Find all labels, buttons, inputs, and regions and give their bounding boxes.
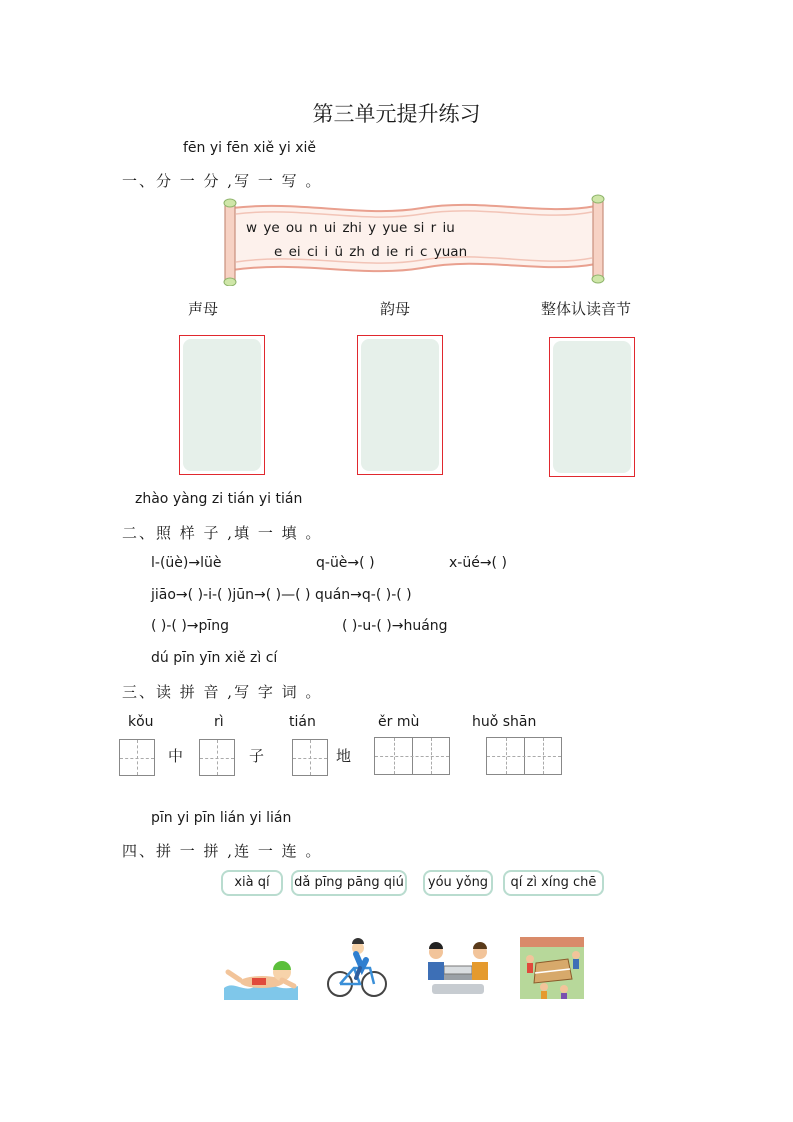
pill-youyong[interactable]: yóu yǒng xyxy=(423,870,493,896)
scroll-banner xyxy=(222,194,606,286)
scroll-row-1: w ye ou n ui zhi y yue si r iu xyxy=(246,220,455,236)
char-zhong: 中 xyxy=(168,747,184,765)
swimming-picture[interactable] xyxy=(222,950,300,1000)
answer-box-yunmu[interactable] xyxy=(357,335,443,475)
writing-grid-huoshan[interactable] xyxy=(486,737,562,775)
word-pinyin-ermu: ěr mù xyxy=(378,714,420,730)
scroll-row-2: e ei ci i ü zh d ie ri c yuan xyxy=(274,244,468,260)
fill-line1-b[interactable]: q-üè→( ) xyxy=(316,555,375,571)
fill-line3-a[interactable]: ( )-( )→pīng xyxy=(151,618,230,634)
word-pinyin-kou: kǒu xyxy=(128,714,154,730)
answer-box-zhengti[interactable] xyxy=(549,337,635,477)
word-pinyin-tian: tián xyxy=(289,714,316,730)
chess-picture[interactable] xyxy=(418,940,498,998)
fill-line1-a: l-(üè)→lüè xyxy=(151,555,222,571)
char-di: 地 xyxy=(336,747,352,765)
writing-grid-tian[interactable] xyxy=(292,739,328,776)
writing-grid-ri[interactable] xyxy=(199,739,235,776)
fill-line2[interactable]: jiāo→( )-i-( )jūn→( )—( ) quán→q-( )-( ) xyxy=(151,587,412,603)
pinyin-scroll xyxy=(222,194,606,286)
section4-pinyin: pīn yi pīn lián yi lián xyxy=(151,810,292,826)
pill-dapingpangqiu[interactable]: dǎ pīng pāng qiú xyxy=(291,870,407,896)
section2-heading: 二、照 样 子 ,填 一 填 。 xyxy=(122,524,323,542)
section4-heading: 四、拼 一 拼 ,连 一 连 。 xyxy=(122,842,323,860)
section2-pinyin: zhào yàng zi tián yi tián xyxy=(135,491,303,507)
section1-heading: 一、分 一 分 ,写 一 写 。 xyxy=(122,172,323,190)
char-zi: 子 xyxy=(249,747,265,765)
pill-qizixingche[interactable]: qí zì xíng chē xyxy=(503,870,604,896)
section3-heading: 三、读 拼 音 ,写 字 词 。 xyxy=(122,683,323,701)
label-zhengti: 整体认读音节 xyxy=(541,300,632,318)
cycling-picture[interactable] xyxy=(326,938,388,1000)
writing-grid-ermu[interactable] xyxy=(374,737,450,775)
word-pinyin-huoshan: huǒ shān xyxy=(472,714,537,730)
label-yunmu: 韵母 xyxy=(380,300,411,318)
section1-pinyin: fēn yi fēn xiě yi xiě xyxy=(183,140,317,156)
fill-line3-b[interactable]: ( )-u-( )→huáng xyxy=(342,618,448,634)
writing-grid-kou[interactable] xyxy=(119,739,155,776)
page-title: 第三单元提升练习 xyxy=(312,102,481,126)
fill-line1-c[interactable]: x-üé→( ) xyxy=(449,555,507,571)
pill-xiaqi[interactable]: xià qí xyxy=(221,870,283,896)
pingpong-picture[interactable] xyxy=(520,937,584,999)
section3-pinyin: dú pīn yīn xiě zì cí xyxy=(151,650,278,666)
answer-box-shengmu[interactable] xyxy=(179,335,265,475)
word-pinyin-ri: rì xyxy=(214,714,224,730)
label-shengmu: 声母 xyxy=(188,300,219,318)
